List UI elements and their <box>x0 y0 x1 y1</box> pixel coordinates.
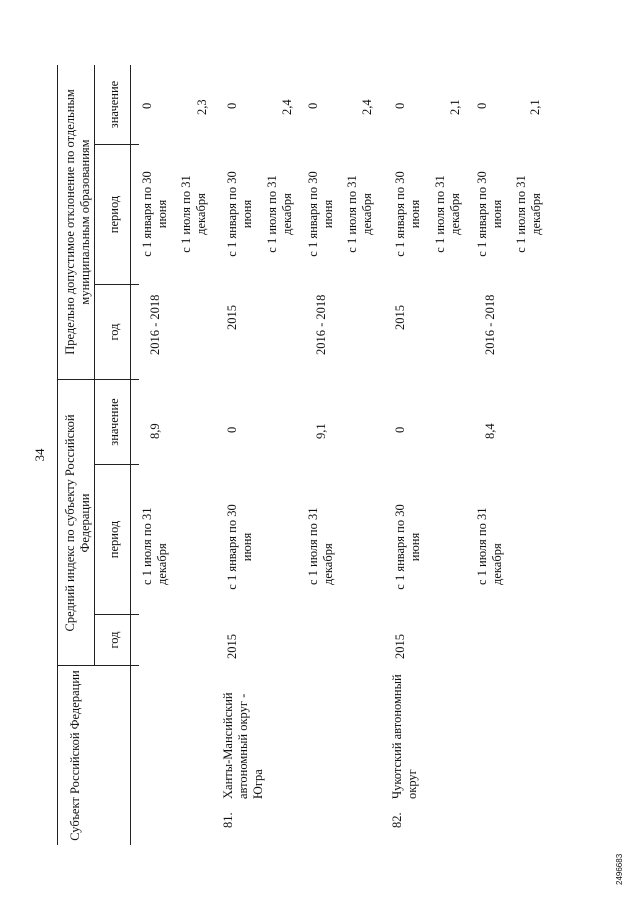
table-rule-v1 <box>57 665 139 666</box>
document-id: 2496683 <box>615 853 624 885</box>
table-rule-v4 <box>57 379 139 380</box>
table-rule-header-split <box>94 65 95 666</box>
table-rule-header-bottom <box>130 65 131 845</box>
row-1-dev-0-period: с 1 января по 30 июня <box>225 171 254 257</box>
row-2-dev-0-year: 2016 - 2018 <box>314 294 328 355</box>
row-3-dev-0-value: 0 <box>393 102 407 109</box>
page-number: 34 <box>32 448 47 462</box>
row-1-period: с 1 января по 30 июня <box>225 504 254 590</box>
row-3-dev-1-period: с 1 июля по 31 декабря <box>433 175 462 253</box>
row-1-value: 0 <box>225 426 239 433</box>
header-max-deviation: Предельно допустимое отклонение по отдельным муниципальным образованиям <box>63 89 92 355</box>
row-3-subject: Чукотский автономный округ <box>390 674 419 799</box>
row-3-period: с 1 января по 30 июня <box>393 504 422 590</box>
row-1-dev-0-value: 0 <box>225 102 239 109</box>
row-0-dev-0-period: с 1 января по 30 июня <box>140 171 169 257</box>
row-2-dev-1-period: с 1 июля по 31 декабря <box>345 175 374 253</box>
row-2-period: с 1 июля по 31 декабря <box>306 507 335 585</box>
row-2-dev-0-value: 0 <box>306 102 320 109</box>
row-1-subject: Ханты-Мансийский автономный округ - Югра <box>221 692 265 799</box>
header-value-1: значение <box>107 398 121 446</box>
row-4-value: 8,4 <box>483 423 497 439</box>
row-1-year: 2015 <box>225 634 239 659</box>
header-subject: Субъект Российской Федерации <box>68 670 82 841</box>
row-1-dev-0-year: 2015 <box>225 305 239 330</box>
row-4-dev-0-value: 0 <box>475 102 489 109</box>
row-0-dev-1-value: 2,3 <box>195 99 209 115</box>
row-3-dev-1-value: 2,1 <box>448 99 462 115</box>
table-rule-top <box>57 65 58 845</box>
row-0-dev-0-year: 2016 - 2018 <box>148 294 162 355</box>
row-4-dev-1-value: 2,1 <box>528 99 542 115</box>
row-2-dev-0-period: с 1 января по 30 июня <box>306 171 335 257</box>
header-period-2: период <box>107 195 121 234</box>
header-value-2: значение <box>107 80 121 129</box>
row-1-dev-1-period: с 1 июля по 31 декабря <box>265 175 294 253</box>
header-period-1: период <box>107 520 121 559</box>
row-0-period: с 1 июля по 31 декабря <box>140 507 169 585</box>
row-3-number: 82. <box>390 812 404 828</box>
row-3-dev-0-period: с 1 января по 30 июня <box>393 171 422 257</box>
row-1-dev-1-value: 2,4 <box>280 99 294 115</box>
row-2-dev-1-value: 2,4 <box>360 99 374 115</box>
header-year-2: год <box>107 323 121 341</box>
row-0-dev-0-value: 0 <box>140 102 154 109</box>
row-2-value: 9,1 <box>314 423 328 439</box>
row-3-year: 2015 <box>393 634 407 659</box>
row-4-dev-0-period: с 1 января по 30 июня <box>475 171 504 257</box>
header-year-1: год <box>107 631 121 649</box>
row-4-dev-1-period: с 1 июля по 31 декабря <box>514 175 543 253</box>
row-4-dev-0-year: 2016 - 2018 <box>483 294 497 355</box>
row-3-value: 0 <box>393 426 407 433</box>
row-0-dev-1-period: с 1 июля по 31 декабря <box>179 175 208 253</box>
row-1-number: 81. <box>221 812 235 828</box>
row-0-value: 8,9 <box>148 423 162 439</box>
header-avg-index: Средний индекс по субъекту Российской Федерации <box>63 414 92 632</box>
row-4-period: с 1 июля по 31 декабря <box>475 507 504 585</box>
row-3-dev-0-year: 2015 <box>393 305 407 330</box>
